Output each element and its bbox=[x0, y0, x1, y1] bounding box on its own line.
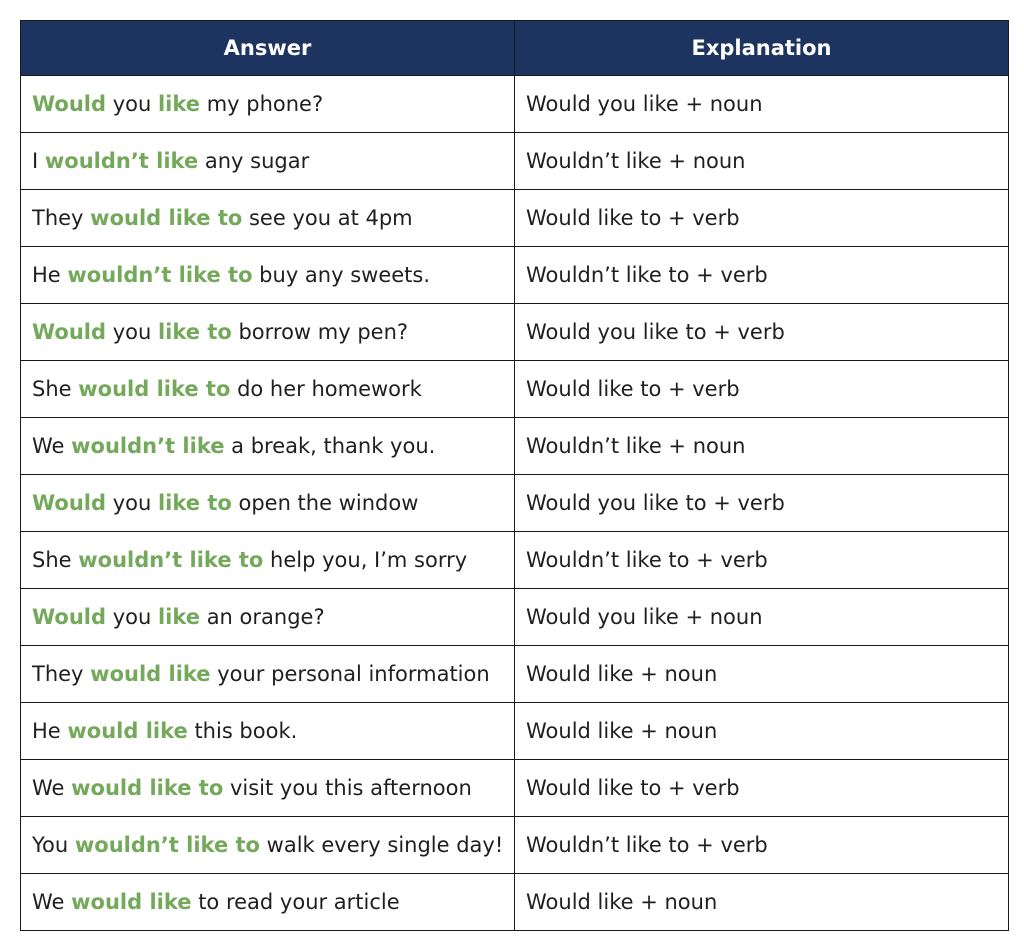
highlighted-phrase: Would bbox=[32, 320, 107, 344]
highlighted-phrase: wouldn’t like to bbox=[78, 548, 264, 572]
answer-cell bbox=[21, 361, 515, 418]
table-row bbox=[21, 589, 1009, 646]
highlighted-phrase: like bbox=[157, 605, 201, 629]
plain-text: my phone? bbox=[200, 92, 324, 116]
explanation-cell: Would like to + verb bbox=[515, 361, 1009, 418]
table-row bbox=[21, 874, 1009, 931]
explanation-cell: Wouldn’t like to + verb bbox=[515, 247, 1009, 304]
answer-cell bbox=[21, 475, 515, 532]
explanation-cell: Would you like to + verb bbox=[515, 475, 1009, 532]
plain-text: We bbox=[32, 434, 72, 458]
highlighted-phrase: wouldn’t like bbox=[71, 434, 225, 458]
explanation-cell: Would you like to + verb bbox=[515, 304, 1009, 361]
plain-text: walk every single day! bbox=[259, 833, 504, 857]
highlighted-phrase: like bbox=[157, 92, 201, 116]
table-row bbox=[21, 418, 1009, 475]
plain-text: She bbox=[32, 548, 79, 572]
explanation-cell: Wouldn’t like + noun bbox=[515, 418, 1009, 475]
plain-text: you bbox=[106, 491, 158, 515]
plain-text: you bbox=[106, 605, 158, 629]
answer-cell bbox=[21, 247, 515, 304]
explanation-cell: Would like + noun bbox=[515, 874, 1009, 931]
explanation-cell: Would like + noun bbox=[515, 646, 1009, 703]
plain-text: do her homework bbox=[230, 377, 422, 401]
highlighted-phrase: Would bbox=[32, 491, 107, 515]
explanation-cell: Would you like + noun bbox=[515, 76, 1009, 133]
table-row bbox=[21, 532, 1009, 589]
grammar-table bbox=[20, 20, 1009, 931]
highlighted-phrase: would like bbox=[90, 662, 211, 686]
plain-text: help you, I’m sorry bbox=[263, 548, 468, 572]
plain-text: you bbox=[106, 320, 158, 344]
explanation-cell: Wouldn’t like to + verb bbox=[515, 817, 1009, 874]
explanation-cell: Wouldn’t like to + verb bbox=[515, 532, 1009, 589]
plain-text: I bbox=[32, 149, 45, 173]
plain-text: an orange? bbox=[200, 605, 325, 629]
plain-text: to read your article bbox=[191, 890, 400, 914]
answer-cell bbox=[21, 532, 515, 589]
plain-text: They bbox=[32, 662, 91, 686]
grammar-table-container bbox=[20, 20, 1008, 931]
header-answer: Answer bbox=[21, 21, 515, 76]
highlighted-phrase: Would bbox=[32, 92, 107, 116]
explanation-cell: Would you like + noun bbox=[515, 589, 1009, 646]
answer-cell bbox=[21, 418, 515, 475]
highlighted-phrase: would like to bbox=[90, 206, 243, 230]
plain-text: They bbox=[32, 206, 91, 230]
table-row bbox=[21, 76, 1009, 133]
plain-text: see you at 4pm bbox=[242, 206, 413, 230]
table-header bbox=[21, 21, 1009, 76]
plain-text: You bbox=[32, 833, 75, 857]
answer-cell bbox=[21, 703, 515, 760]
highlighted-phrase: wouldn’t like to bbox=[67, 263, 253, 287]
header-row bbox=[21, 21, 1009, 76]
explanation-cell: Wouldn’t like + noun bbox=[515, 133, 1009, 190]
plain-text: visit you this afternoon bbox=[223, 776, 472, 800]
answer-cell bbox=[21, 760, 515, 817]
highlighted-phrase: would like to bbox=[71, 776, 224, 800]
plain-text: She bbox=[32, 377, 79, 401]
plain-text: buy any sweets. bbox=[252, 263, 431, 287]
highlighted-phrase: like to bbox=[157, 491, 232, 515]
answer-cell bbox=[21, 817, 515, 874]
table-row bbox=[21, 646, 1009, 703]
table-row bbox=[21, 817, 1009, 874]
answer-cell bbox=[21, 190, 515, 247]
highlighted-phrase: would like bbox=[67, 719, 188, 743]
highlighted-phrase: wouldn’t like to bbox=[74, 833, 260, 857]
plain-text: He bbox=[32, 719, 68, 743]
explanation-cell: Would like to + verb bbox=[515, 190, 1009, 247]
highlighted-phrase: wouldn’t like bbox=[44, 149, 199, 173]
answer-cell bbox=[21, 589, 515, 646]
plain-text: a break, thank you. bbox=[224, 434, 436, 458]
highlighted-phrase: would like to bbox=[78, 377, 231, 401]
answer-cell bbox=[21, 76, 515, 133]
highlighted-phrase: like to bbox=[157, 320, 232, 344]
plain-text: any sugar bbox=[198, 149, 310, 173]
plain-text: you bbox=[106, 92, 158, 116]
plain-text: borrow my pen? bbox=[231, 320, 409, 344]
table-row bbox=[21, 304, 1009, 361]
table-row bbox=[21, 475, 1009, 532]
explanation-cell: Would like + noun bbox=[515, 703, 1009, 760]
answer-cell bbox=[21, 874, 515, 931]
table-row bbox=[21, 133, 1009, 190]
plain-text: this book. bbox=[187, 719, 298, 743]
table-row bbox=[21, 703, 1009, 760]
table-row bbox=[21, 190, 1009, 247]
header-explanation: Explanation bbox=[515, 21, 1009, 76]
answer-cell bbox=[21, 133, 515, 190]
plain-text: open the window bbox=[231, 491, 419, 515]
highlighted-phrase: Would bbox=[32, 605, 107, 629]
table-row bbox=[21, 760, 1009, 817]
table-row bbox=[21, 247, 1009, 304]
highlighted-phrase: would like bbox=[71, 890, 192, 914]
table-body bbox=[21, 76, 1009, 931]
table-row bbox=[21, 361, 1009, 418]
answer-cell bbox=[21, 304, 515, 361]
answer-cell bbox=[21, 646, 515, 703]
plain-text: We bbox=[32, 776, 72, 800]
plain-text: your personal information bbox=[210, 662, 490, 686]
plain-text: We bbox=[32, 890, 72, 914]
explanation-cell: Would like to + verb bbox=[515, 760, 1009, 817]
plain-text: He bbox=[32, 263, 68, 287]
